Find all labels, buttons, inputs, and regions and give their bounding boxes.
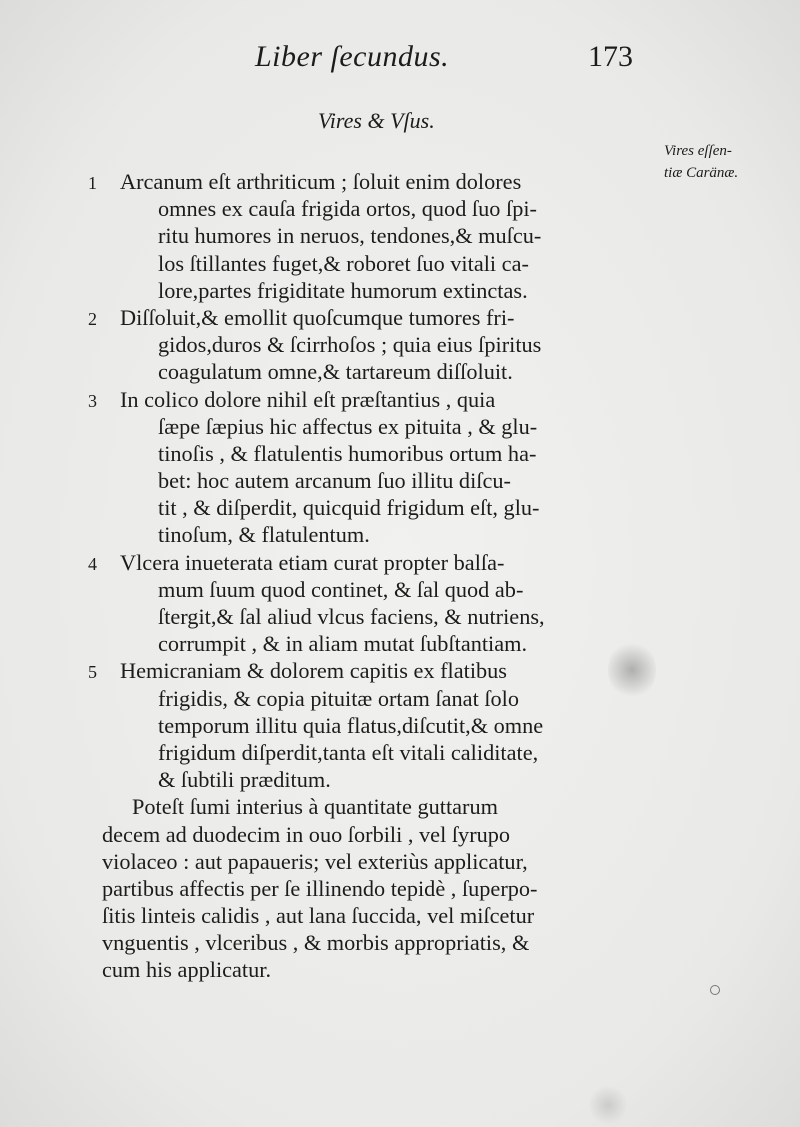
margin-note-line: tiæ Caränæ. (664, 165, 739, 181)
text-line: tinoſum, & flatulentum. (158, 522, 370, 548)
text-line: tinoſis , & flatulentis humoribus ortum ha- (158, 440, 537, 466)
margin-note (664, 140, 794, 184)
text-line: & ſubtili præditum. (158, 767, 331, 793)
page-number: 173 (588, 40, 633, 73)
paper-fleck (710, 985, 720, 995)
body-text (80, 168, 660, 984)
paper-stain (588, 1085, 628, 1125)
text-line: violaceo : aut papaueris; vel exteriùs applicatur, (102, 848, 528, 874)
ink-stain (608, 640, 656, 700)
text-line: corrumpit , & in aliam mutat ſubſtantiam. (158, 631, 528, 657)
text-line: 5 Hemicraniam & dolorem capitis ex flatibus (80, 657, 660, 684)
text-line: cum his applicatur. (102, 957, 272, 983)
item-number: 2 (88, 308, 97, 329)
item-number: 5 (88, 662, 97, 683)
text-line: 3 In colico dolore nihil eſt præſtantius , quia (80, 386, 660, 413)
text-line: ſæpe ſæpius hic affectus ex pituita , & glu- (158, 413, 538, 439)
text-line: ſitis linteis calidis , aut lana ſuccida, vel miſcetur (102, 903, 535, 929)
text-line: 1 Arcanum eſt arthriticum ; ſoluit enim dolores (80, 168, 660, 195)
text-line: decem ad duodecim in ouo ſorbili , vel ſyrupo (102, 821, 511, 847)
text-line: tit , & diſperdit, quicquid frigidum eſt, glu- (158, 495, 540, 521)
text-line: frigidis, & copia pituitæ ortam ſanat ſolo (158, 685, 520, 711)
text-line: los ſtillantes fuget,& roboret ſuo vitali ca- (158, 250, 529, 276)
text-line: lore,partes frigiditate humorum extinctas. (158, 277, 528, 303)
text-line: 2 Diſſoluit,& emollit quoſcumque tumores fri- (80, 304, 660, 331)
text-line: omnes ex cauſa frigida ortos, quod ſuo ſpi- (158, 196, 537, 222)
text-line: temporum illitu quia flatus,diſcutit,& omne (158, 712, 544, 738)
item-number: 1 (88, 173, 97, 193)
text-line: bet: hoc autem arcanum ſuo illitu diſcu- (158, 468, 511, 494)
text-line: 4 Vlcera inueterata etiam curat propter balſa- (80, 549, 660, 576)
text-line: ritu humores in neruos, tendones,& muſcu- (158, 223, 542, 249)
section-title: Vires & Vſus. (318, 108, 435, 133)
margin-note-line: Vires eſſen- (664, 143, 732, 159)
text-line: frigidum diſperdit,tanta eſt vitali caliditate, (158, 739, 539, 765)
text-line: partibus affectis per ſe illinendo tepidè , ſuperpo- (102, 875, 538, 901)
text-line: coagulatum omne,& tartareum diſſoluit. (158, 359, 513, 385)
item-number: 3 (88, 390, 97, 411)
text-line: gidos,duros & ſcirrhoſos ; quia eius ſpiritus (158, 332, 542, 358)
item-number: 4 (88, 553, 97, 574)
text-line: mum ſuum quod continet, & ſal quod ab- (158, 576, 524, 602)
text-line: ſtergit,& ſal aliud vlcus faciens, & nutriens, (158, 604, 545, 629)
running-head: Liber ſecundus. (255, 40, 450, 73)
text-line: vnguentis , vlceribus , & morbis appropriatis, & (102, 930, 530, 956)
text-line: Poteſt ſumi interius à quantitate guttarum (132, 794, 498, 820)
